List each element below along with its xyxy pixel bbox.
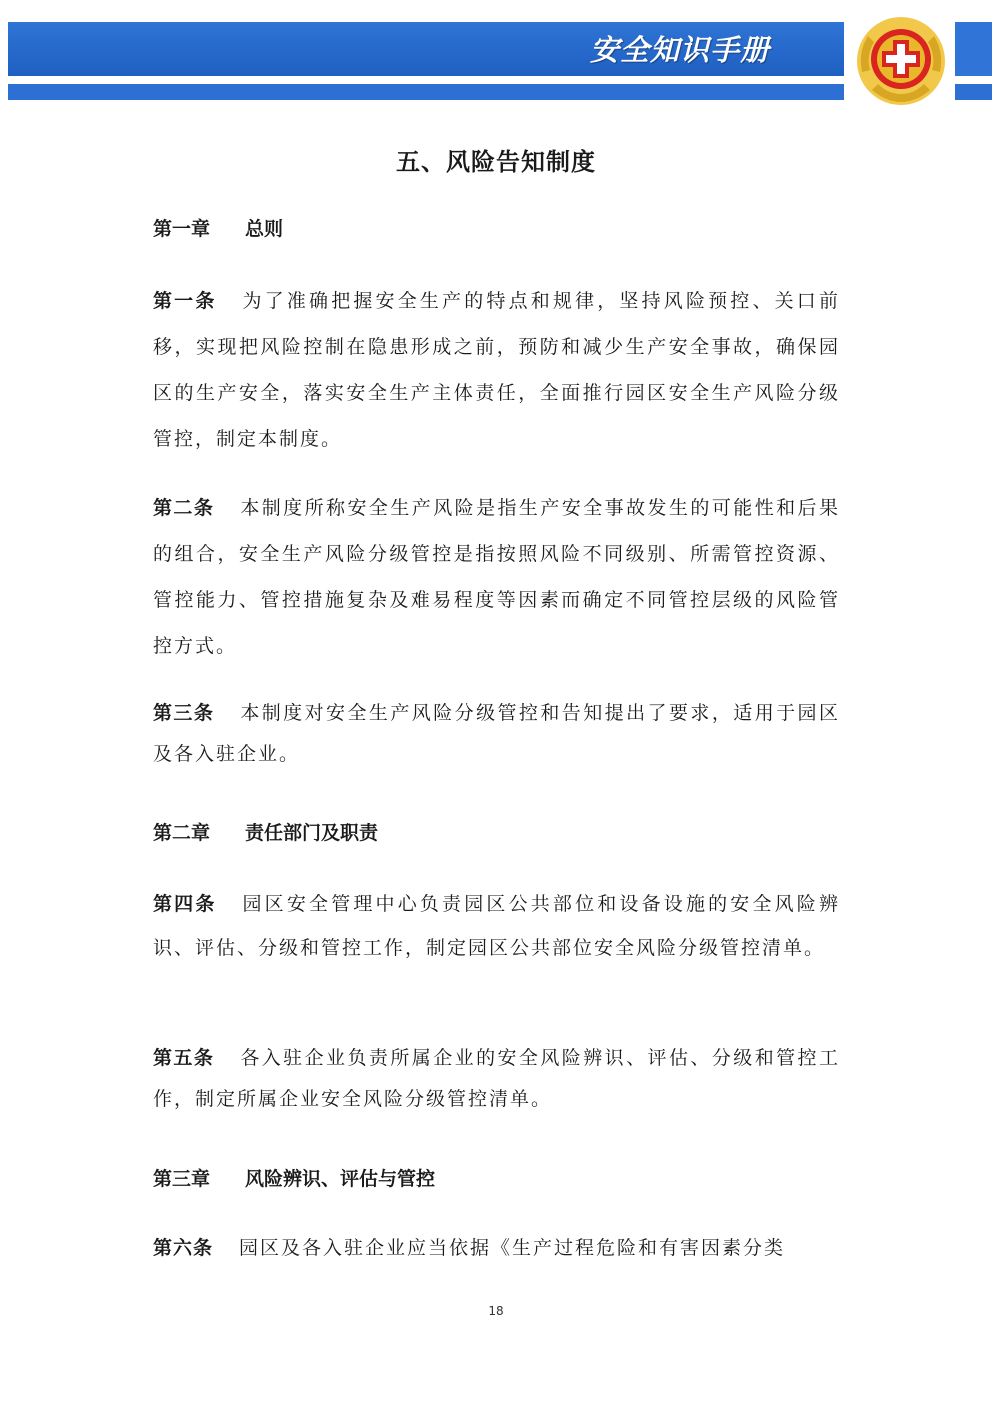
article-paragraph [153,278,840,462]
article-text: 本制度所称安全生产风险是指生产安全事故发生的可能性和后果的组合，安全生产风险分级管控是指按照风险不同级别、所需管控资源、管控能力、管控措施复杂及难易程度等因素而确定不同管控层级的风险管控方式。 [153,497,840,657]
article-paragraph [153,1225,840,1271]
document-title: 五、风险告知制度 [396,147,596,176]
chapter-title: 总则 [245,218,284,240]
chapter-heading [153,1164,435,1194]
article-label: 第三条 [153,702,215,724]
chapter-number: 第二章 [153,822,211,844]
article-label: 第四条 [153,893,217,915]
article-paragraph [153,693,840,775]
chapter-heading [153,214,283,244]
article-label: 第一条 [153,290,217,312]
safety-cross-emblem-icon [852,12,950,110]
article-text: 本制度对安全生产风险分级管控和告知提出了要求，适用于园区及各入驻企业。 [153,702,840,765]
article-paragraph [153,1038,840,1120]
article-text: 为了准确把握安全生产的特点和规律，坚持风险预控、关口前移，实现把风险控制在隐患形成之前，预防和减少生产安全事故，确保园区的生产安全，落实安全生产主体责任，全面推行园区安全生产风险分级管控，制定本制度。 [153,290,840,450]
header-underline-right [955,84,992,100]
handbook-title: 安全知识手册 [590,33,771,67]
article-label: 第二条 [153,497,215,519]
article-paragraph [153,485,840,669]
header-underline [8,84,844,100]
header-band-right [955,22,992,76]
article-label: 第六条 [153,1237,214,1259]
article-text: 各入驻企业负责所属企业的安全风险辨识、评估、分级和管控工作，制定所属企业安全风险分级管控清单。 [153,1047,840,1110]
page-number: 18 [488,1304,504,1318]
chapter-number: 第一章 [153,218,211,240]
article-text: 园区及各入驻企业应当依据《生产过程危险和有害因素分类 [239,1237,786,1259]
chapter-number: 第三章 [153,1168,211,1190]
chapter-title: 风险辨识、评估与管控 [245,1168,436,1190]
article-text: 园区安全管理中心负责园区公共部位和设备设施的安全风险辨识、评估、分级和管控工作，制定园区公共部位安全风险分级管控清单。 [153,893,840,959]
article-label: 第五条 [153,1047,215,1069]
chapter-title: 责任部门及职责 [245,822,379,844]
chapter-heading [153,818,378,848]
article-paragraph [153,882,840,970]
